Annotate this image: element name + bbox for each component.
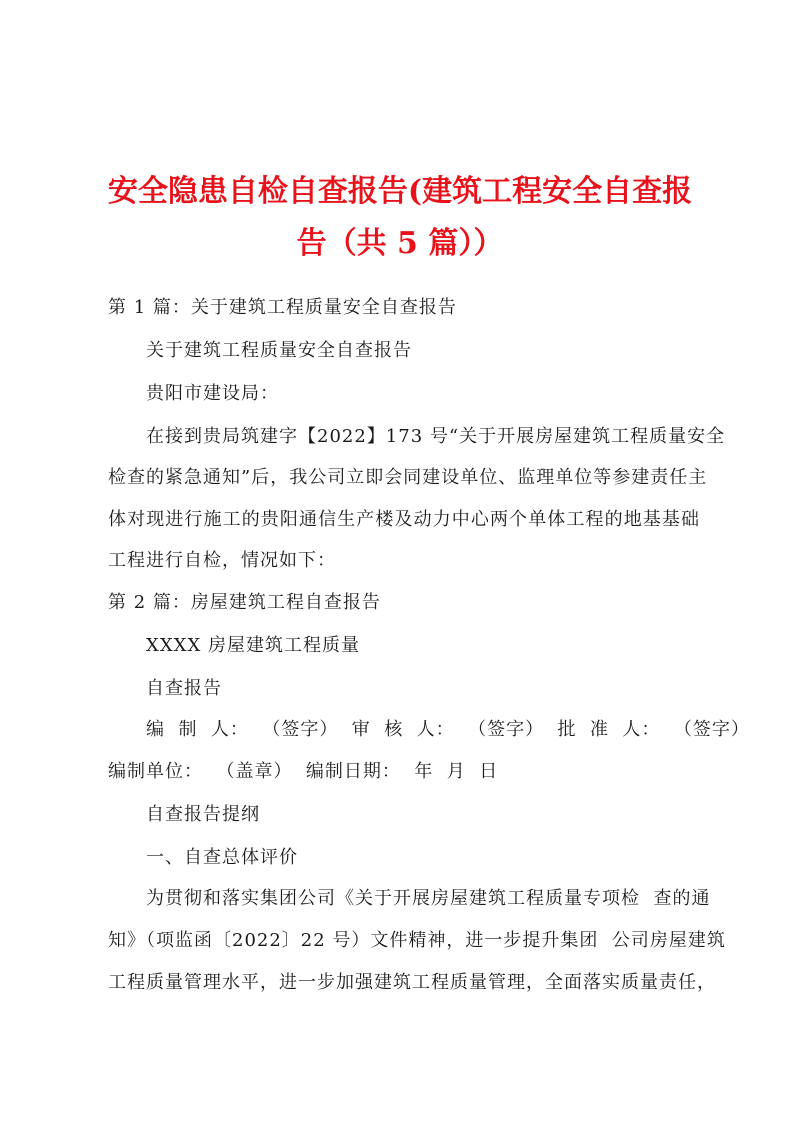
report-subtitle-2: XXXX 房屋建筑工程质量 <box>146 635 360 656</box>
title-line-2: 告（共 5 篇）） <box>296 226 504 261</box>
body-paragraph-1-line-1: 在接到贵局筑建字【2022】173 号“关于开展房屋建筑工程质量安全 <box>146 426 726 447</box>
section-heading-1: 第 1 篇：关于建筑工程质量安全自查报告 <box>108 297 457 318</box>
report-subtitle-1: 关于建筑工程质量安全自查报告 <box>146 340 412 361</box>
report-subtitle-3: 自查报告 <box>146 678 222 699</box>
body-paragraph-2-line-3: 工程质量管理水平，进一步加强建筑工程质量管理，全面落实质量责任， <box>108 972 716 993</box>
outline-item-1: 一、自查总体评价 <box>146 847 298 868</box>
body-paragraph-1-line-2: 检查的紧急通知”后，我公司立即会同建设单位、监理单位等参建责任主 <box>108 467 708 488</box>
signature-line: 编 制 人： （签字） 审 核 人： （签字） 批 准 人： （签字） <box>146 719 750 740</box>
title-line-1: 安全隐患自检自查报告(建筑工程安全自查报 <box>107 174 693 209</box>
document-title <box>60 166 740 270</box>
body-paragraph-2-line-2: 知》（项监函〔2022〕22 号）文件精神，进一步提升集团 公司房屋建筑 <box>108 930 726 951</box>
body-paragraph-2-line-1: 为贯彻和落实集团公司《关于开展房屋建筑工程质量专项检 查的通 <box>146 888 711 909</box>
body-paragraph-1-line-3: 体对现进行施工的贵阳通信生产楼及动力中心两个单体工程的地基基础 <box>108 509 700 530</box>
addressee: 贵阳市建设局： <box>146 383 279 404</box>
unit-date-line: 编制单位： （盖章） 编制日期： 年 月 日 <box>108 761 499 782</box>
section-heading-2: 第 2 篇：房屋建筑工程自查报告 <box>108 592 381 613</box>
body-paragraph-1-line-4: 工程进行自检，情况如下： <box>108 550 336 571</box>
outline-heading: 自查报告提纲 <box>146 804 260 825</box>
